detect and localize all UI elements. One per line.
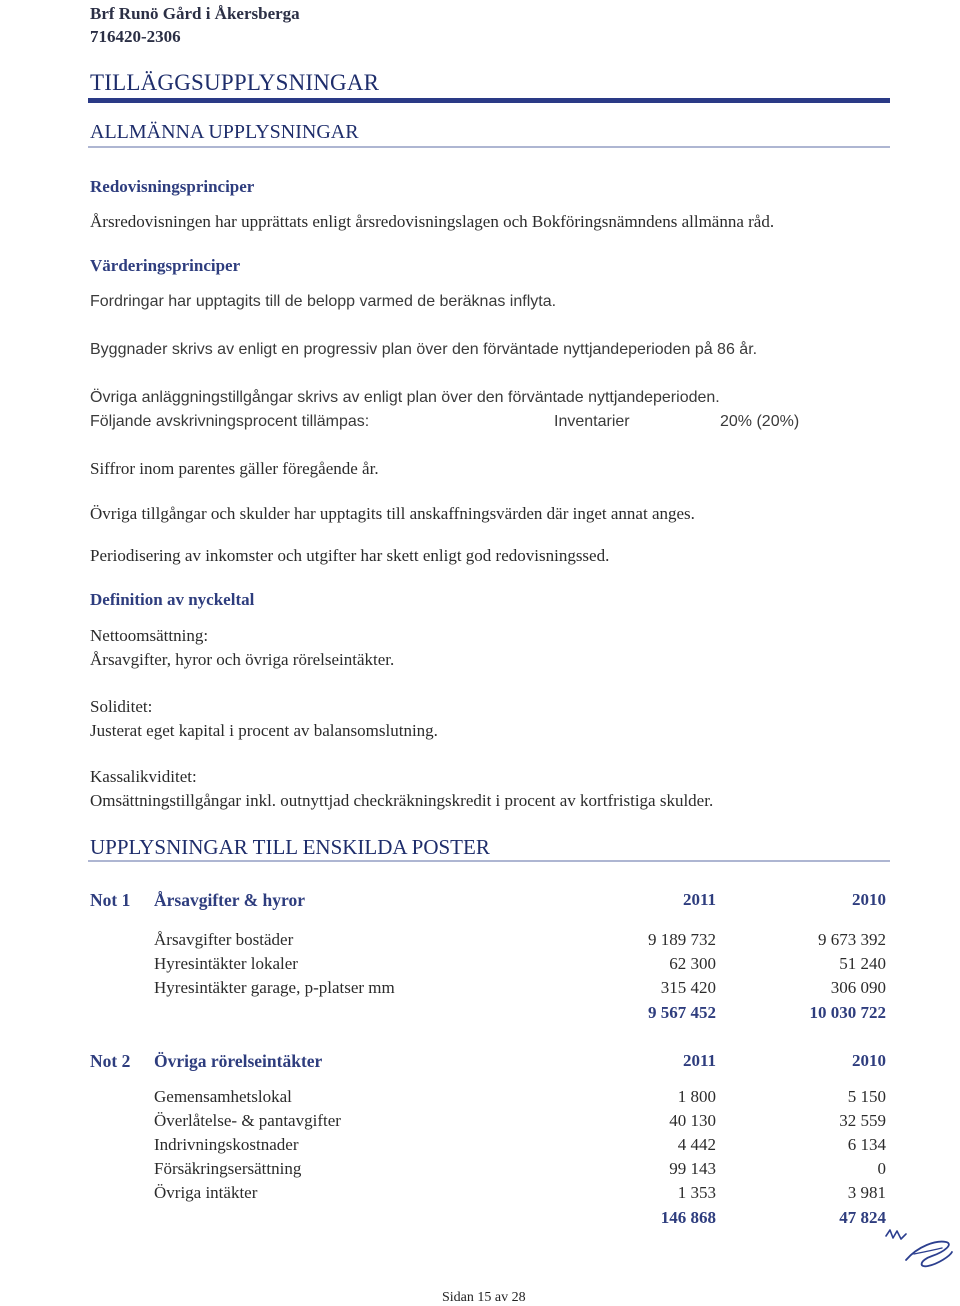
other-assets-depreciation-text: Övriga anläggningstillgångar skrivs av enligt plan över den förväntade nyttjandeperioden. [90,389,720,406]
valuation-principles-heading: Värderingsprinciper [90,256,241,275]
note-row-label: Hyresintäkter lokaler [154,954,298,973]
main-title-rule [88,98,890,103]
note-row-value-previous: 5 150 [847,1087,886,1106]
column-year-current: 2011 [682,890,716,909]
note-total-current: 9 567 452 [648,1003,716,1022]
accounting-principles-text: Årsredovisningen har upprättats enligt årsredovisningslagen och Bokföringsnämndens allmänna råd. [90,212,775,231]
column-year-current: 2011 [682,1051,716,1070]
receivables-text: Fordringar har upptagits till de belopp varmed de beräknas inflyta. [90,293,557,310]
note-row-label: Gemensamhetslokal [154,1087,292,1106]
general-heading: ALLMÄNNA UPPLYSNINGAR [90,121,359,143]
note-row-value-previous: 306 090 [830,978,886,997]
note-total-previous: 10 030 722 [809,1003,886,1022]
definition-term: Nettoomsättning: [90,626,209,645]
note-row-label: Hyresintäkter garage, p-platser mm [154,978,395,997]
definition-text: Årsavgifter, hyror och övriga rörelseintäkter. [90,650,395,669]
specific-items-heading: UPPLYSNINGAR TILL ENSKILDA POSTER [90,835,490,859]
note-row-label: Övriga intäkter [154,1183,258,1202]
definition-term: Soliditet: [90,697,153,716]
note-row-label: Årsavgifter bostäder [154,930,294,949]
note-title: Övriga rörelseintäkter [154,1051,323,1071]
accrual-text: Periodisering av inkomster och utgifter har skett enligt god redovisningssed. [90,546,610,565]
organization-number: 716420-2306 [90,27,181,46]
note-row-value-previous: 3 981 [847,1183,886,1202]
note-row-value-current: 99 143 [669,1159,716,1178]
specific-items-rule [88,860,890,862]
other-items-text: Övriga tillgångar och skulder har upptagits till anskaffningsvärden där inget annat anges. [90,504,695,523]
depreciation-rate-label: Följande avskrivningsprocent tillämpas: [90,413,370,430]
note-label: Not 1 [90,890,131,910]
note-row-value-current: 1 353 [677,1183,716,1202]
main-title: TILLÄGGSUPPLYSNINGAR [90,70,380,95]
note-row-value-current: 4 442 [677,1135,716,1154]
accounting-principles-heading: Redovisningsprinciper [90,177,255,196]
handwritten-initials [884,1222,956,1272]
note-title: Årsavgifter & hyror [154,890,305,910]
note-row-value-current: 1 800 [677,1087,716,1106]
depreciation-item: Inventarier [554,413,630,430]
note-row-value-previous: 32 559 [839,1111,886,1130]
note-row-value-previous: 9 673 392 [818,930,886,949]
definition-term: Kassalikviditet: [90,767,197,786]
definition-text: Omsättningstillgångar inkl. outnyttjad checkräkningskredit i procent av kortfristiga skulder. [90,791,714,810]
column-year-previous: 2010 [852,1051,886,1070]
note-row-value-previous: 6 134 [847,1135,886,1154]
page-number: Sidan 15 av 28 [442,1290,526,1305]
note-row-label: Indrivningskostnader [154,1135,299,1154]
note-total-current: 146 868 [660,1208,716,1227]
note-row-label: Överlåtelse- & pantavgifter [154,1111,341,1130]
note-row-value-previous: 51 240 [839,954,886,973]
note-row-value-current: 315 420 [660,978,716,997]
note-total-previous: 47 824 [839,1208,886,1227]
definition-text: Justerat eget kapital i procent av balansomslutning. [90,721,438,740]
organization-name: Brf Runö Gård i Åkersberga [90,4,300,23]
parentheses-note: Siffror inom parentes gäller föregående år. [90,459,379,478]
general-heading-rule [88,146,890,148]
note-row-value-current: 40 130 [669,1111,716,1130]
definitions-heading: Definition av nyckeltal [90,590,255,609]
depreciation-rate: 20% (20%) [720,413,800,430]
note-row-label: Försäkringsersättning [154,1159,302,1178]
buildings-depreciation-text: Byggnader skrivs av enligt en progressiv plan över den förväntade nyttjandeperioden på 86 år. [90,341,758,358]
note-row-value-previous: 0 [877,1159,886,1178]
note-row-value-current: 9 189 732 [648,930,716,949]
column-year-previous: 2010 [852,890,886,909]
note-label: Not 2 [90,1051,131,1071]
note-row-value-current: 62 300 [669,954,716,973]
